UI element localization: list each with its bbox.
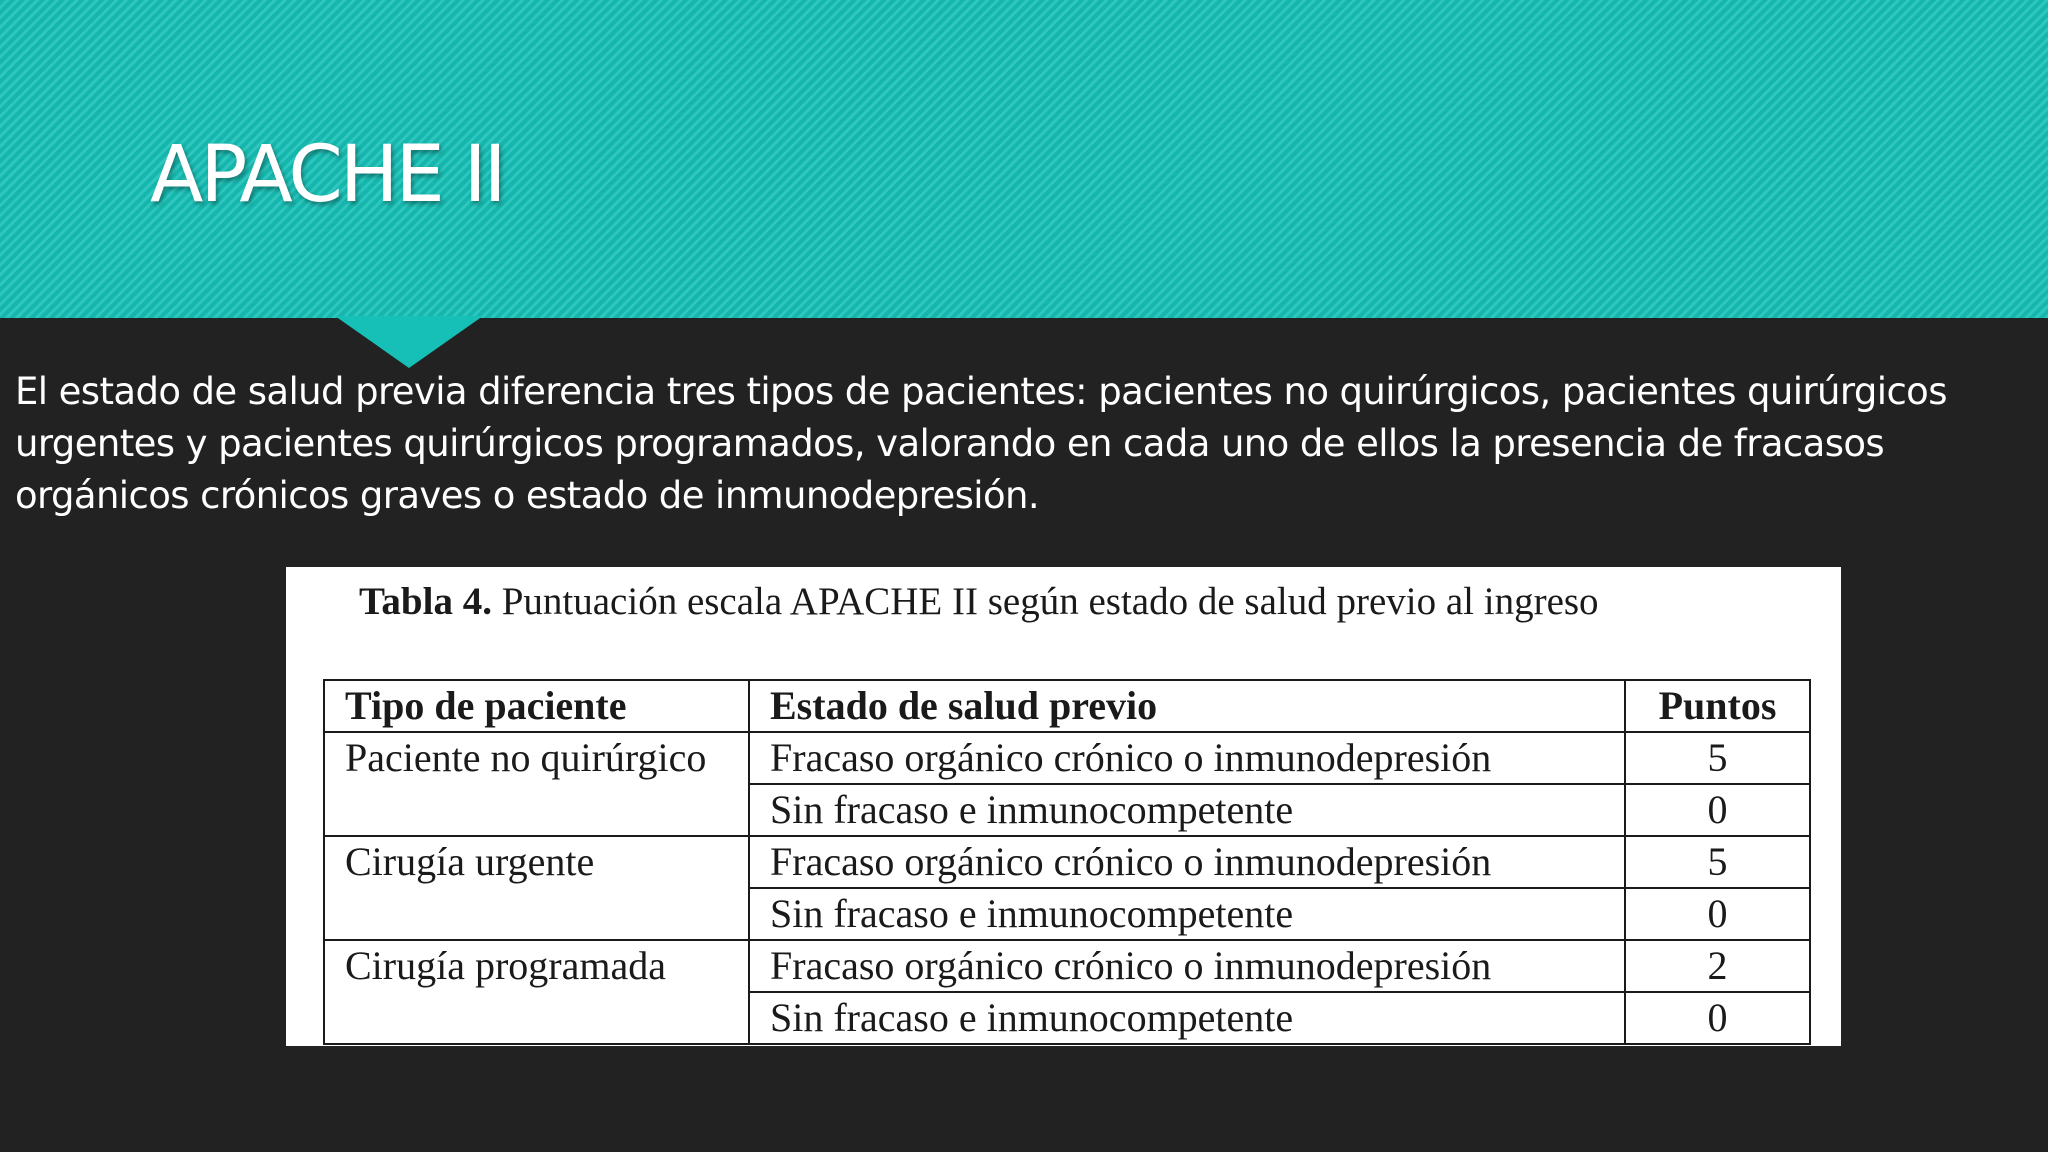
cell-tipo: Cirugía urgente: [324, 836, 749, 940]
cell-estado: Sin fracaso e inmunocompetente: [749, 888, 1625, 940]
cell-estado: Fracaso orgánico crónico o inmunodepresión: [749, 836, 1625, 888]
apache-score-table: [323, 679, 1811, 1045]
apache-table-image: [286, 567, 1841, 1046]
cell-estado: Fracaso orgánico crónico o inmunodepresión: [749, 940, 1625, 992]
cell-puntos: 5: [1625, 836, 1810, 888]
table-caption: [359, 579, 1599, 624]
header-notch: [335, 316, 483, 368]
table-caption-text: Puntuación escala APACHE II según estado de salud previo al ingreso: [491, 580, 1599, 623]
cell-puntos: 0: [1625, 888, 1810, 940]
slide-intro-text: El estado de salud previa diferencia tres tipos de pacientes: pacientes no quirúrgicos, pacientes quirúrgicos urgentes y pacientes quirúrgicos programados, valorando en cada uno de ellos la presencia de fracasos orgánicos crónicos graves o estado de inmunodepresión.: [15, 370, 1947, 517]
cell-estado: Sin fracaso e inmunocompetente: [749, 992, 1625, 1044]
table-row: [324, 940, 1810, 992]
slide-title: APACHE II: [150, 130, 504, 220]
cell-tipo: Paciente no quirúrgico: [324, 732, 749, 836]
cell-puntos: 5: [1625, 732, 1810, 784]
cell-puntos: 2: [1625, 940, 1810, 992]
cell-estado: Sin fracaso e inmunocompetente: [749, 784, 1625, 836]
table-header-row: [324, 680, 1810, 732]
cell-puntos: 0: [1625, 784, 1810, 836]
table-caption-label: Tabla 4.: [359, 580, 492, 623]
table-row: [324, 836, 1810, 888]
table-row: [324, 732, 1810, 784]
header-puntos: Puntos: [1625, 680, 1810, 732]
cell-tipo: Cirugía programada: [324, 940, 749, 1044]
cell-puntos: 0: [1625, 992, 1810, 1044]
header-tipo: Tipo de paciente: [324, 680, 749, 732]
header-estado: Estado de salud previo: [749, 680, 1625, 732]
cell-estado: Fracaso orgánico crónico o inmunodepresión: [749, 732, 1625, 784]
